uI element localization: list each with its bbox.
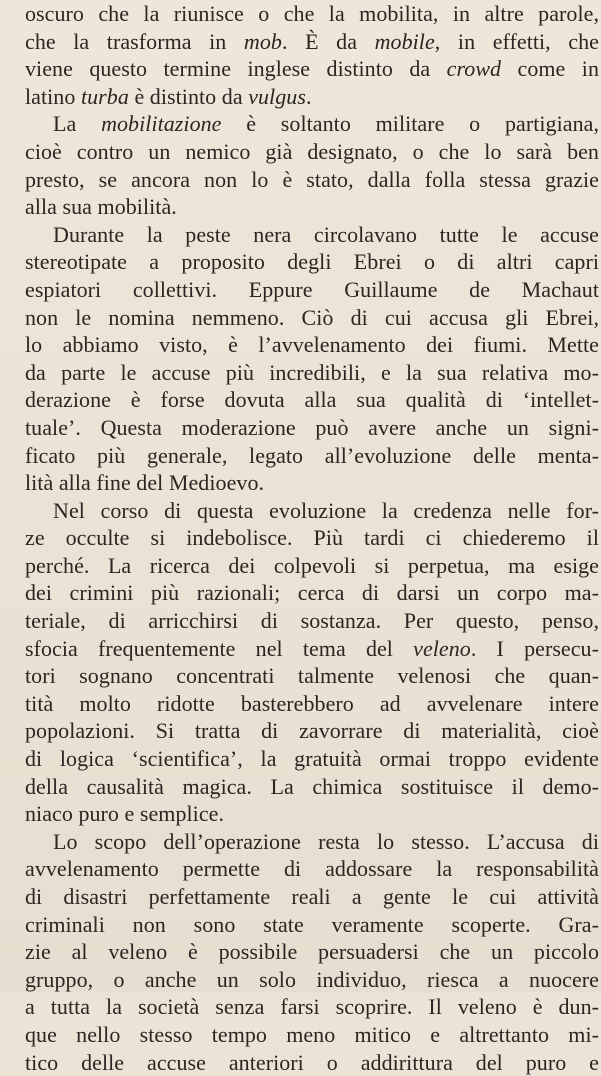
- text-line: tico delle accuse anteriori o addirittura del puro e: [25, 1049, 599, 1075]
- text-line: Nel corso di questa evoluzione la credenza nelle for-: [53, 497, 599, 523]
- text-line: che la trasforma in mob. È da mobile, in effetti, che: [25, 28, 599, 54]
- text-line: zie al veleno è possibile persuadersi che un piccolo: [25, 939, 599, 965]
- text-line: popolazioni. Si tratta di zavorrare di materialità, cioè: [25, 718, 599, 744]
- text-line: di logica ‘scientifica’, la gratuità ormai troppo evidente: [25, 746, 599, 772]
- italic-term: veleno: [413, 635, 471, 661]
- text-line: sfocia frequentemente nel tema del veleno. I persecu-: [25, 635, 599, 661]
- text-line: Durante la peste nera circolavano tutte le accuse: [53, 221, 599, 247]
- text-line: Lo scopo dell’operazione resta lo stesso. L’accusa di: [53, 828, 599, 854]
- text-line: cioè contro un nemico già designato, o che lo sarà ben: [25, 138, 599, 164]
- text-line: derazione è forse dovuta alla sua qualità di ‘intellet-: [25, 387, 599, 413]
- text-line: La mobilitazione è soltanto militare o partigiana,: [53, 111, 599, 137]
- text-line: ze occulte si indebolisce. Più tardi ci chiederemo il: [25, 525, 599, 551]
- text-line: della causalità magica. La chimica sostituisce il demo-: [25, 773, 599, 799]
- text-line: criminali non sono state veramente scoperte. Gra-: [25, 911, 599, 937]
- text-line: niaco puro e semplice.: [25, 801, 225, 827]
- italic-term: turba: [80, 83, 129, 109]
- italic-term: vulgus: [248, 83, 306, 109]
- text-line: avvelenamento permette di addossare la responsabilità: [25, 856, 599, 882]
- text-line: non le nomina nemmeno. Ciò di cui accusa gli Ebrei,: [25, 304, 599, 330]
- text-line: alla sua mobilità.: [25, 194, 177, 220]
- text-line: teriale, di arricchirsi di sostanza. Per questo, penso,: [25, 608, 599, 634]
- text-line: ficato più generale, legato all’evoluzione delle menta-: [25, 442, 599, 468]
- text-line: latino turba è distinto da vulgus.: [25, 83, 312, 109]
- text-line: presto, se ancora non lo è stato, dalla folla stessa grazie: [25, 166, 599, 192]
- italic-term: mobile: [374, 28, 435, 54]
- text-line: stereotipate a proposito degli Ebrei o di altri capri: [25, 249, 599, 275]
- text-line: tuale’. Questa moderazione può avere anche un signi-: [25, 414, 599, 440]
- italic-term: crowd: [446, 56, 502, 82]
- italic-term: mobilitazione: [101, 111, 222, 137]
- text-line: lità alla fine del Medioevo.: [25, 470, 265, 496]
- text-line: da parte le accuse più incredibili, e la sua relativa mo-: [25, 359, 599, 385]
- italic-term: mob: [243, 28, 282, 54]
- text-line: a tutta la società senza farsi scoprire. Il veleno è dun-: [25, 994, 599, 1020]
- text-line: dei crimini più razionali; cerca di darsi un corpo ma-: [25, 580, 599, 606]
- text-line: di disastri perfettamente reali a gente le cui attività: [25, 884, 599, 909]
- text-line: oscuro che la riunisce o che la mobilita, in altre parole,: [25, 1, 599, 26]
- text-line: lo abbiamo visto, è l’avvelenamento dei fiumi. Mette: [25, 332, 599, 358]
- text-line: que nello stesso tempo meno mitico e altrettanto mi-: [25, 1021, 599, 1047]
- text-line: espiatori collettivi. Eppure Guillaume de Machaut: [25, 276, 599, 302]
- text-line: tori sognano concentrati talmente velenosi che quan-: [25, 663, 599, 689]
- text-line: perché. La ricerca dei colpevoli si perpetua, ma esige: [25, 552, 599, 578]
- text-line: viene questo termine inglese distinto da crowd come in: [25, 56, 599, 82]
- text-line: tità molto ridotte basterebbero ad avvelenare intere: [25, 690, 599, 716]
- text-line: gruppo, o anche un solo individuo, riesca a nuocere: [25, 966, 599, 992]
